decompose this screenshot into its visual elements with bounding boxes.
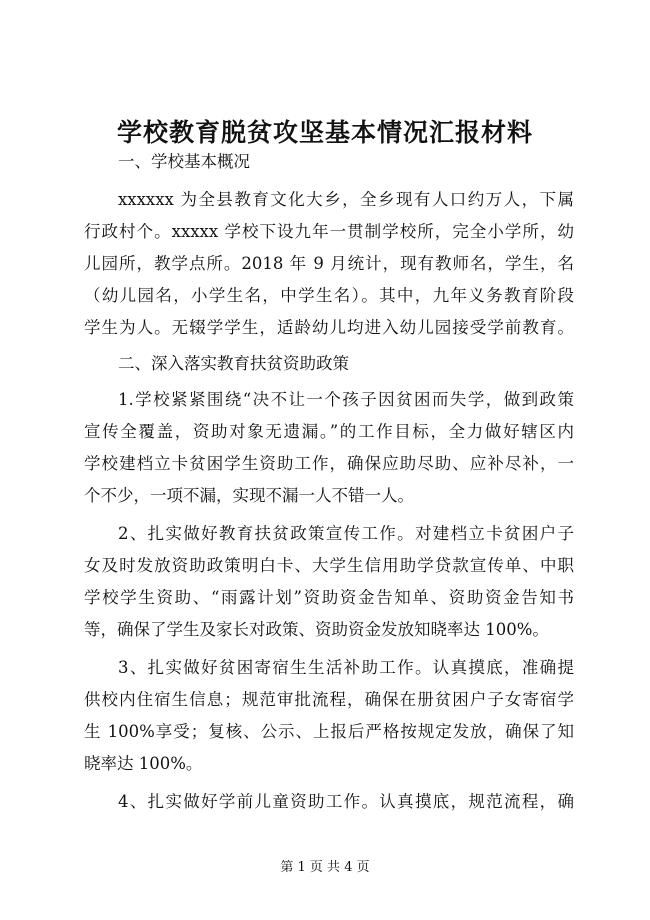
paragraph-line: 学生为人。无辍学学生，适龄幼儿均进入幼儿园接受学前教育。: [84, 318, 574, 337]
paragraph-line: 3、扎实做好贫困寄宿生生活补助工作。认真摸底，准确提: [118, 658, 574, 677]
paragraph-line: 2、扎实做好教育扶贫政策宣传工作。对建档立卡贫困户子: [118, 524, 574, 543]
paragraph-line: 生 100%享受；复核、公示、上报后严格按规定发放，确保了知: [84, 722, 574, 741]
paragraph-line: 个不少，一项不漏，实现不漏一人不错一人。: [84, 486, 414, 505]
paragraph-line: 学校学生资助、“雨露计划”资助资金告知单、资助资金告知书: [84, 588, 574, 607]
paragraph-line: 女及时发放资助政策明白卡、大学生信用助学贷款宣传单、中职: [84, 556, 574, 575]
paragraph-line: 晓率达 100%。: [84, 754, 203, 773]
paragraph-line: 宣传全覆盖，资助对象无遗漏。”的工作目标，全力做好辖区内: [84, 422, 574, 441]
paragraph-line: 等，确保了学生及家长对政策、资助资金发放知晓率达 100%。: [84, 620, 549, 639]
paragraph-line: 供校内住宿生信息；规范审批流程，确保在册贫困户子女寄宿学: [84, 690, 574, 709]
paragraph-line: 学校建档立卡贫困学生资助工作，确保应助尽助、应补尽补，一: [84, 454, 574, 473]
page-footer: 第 1 页 共 4 页: [280, 860, 370, 875]
section-heading-1: 一、学校基本概况: [118, 152, 250, 171]
paragraph-line: 1.学校紧紧围绕“决不让一个孩子因贫困而失学，做到政策: [118, 390, 574, 409]
section-heading-2: 二、深入落实教育扶贫资助政策: [118, 354, 349, 373]
paragraph-line: 行政村个。xxxxx 学校下设九年一贯制学校所，完全小学所，幼: [84, 222, 574, 241]
paragraph-line: xxxxxx 为全县教育文化大乡，全乡现有人口约万人，下属: [118, 190, 574, 209]
paragraph-line: （幼儿园名，小学生名，中学生名）。其中，九年义务教育阶段: [84, 286, 574, 305]
document-title: 学校教育脱贫攻坚基本情况汇报材料: [116, 118, 533, 147]
paragraph-line: 4、扎实做好学前儿童资助工作。认真摸底，规范流程，确: [118, 792, 574, 811]
paragraph-line: 儿园所，教学点所。2018 年 9 月统计，现有教师名，学生，名: [84, 254, 574, 273]
